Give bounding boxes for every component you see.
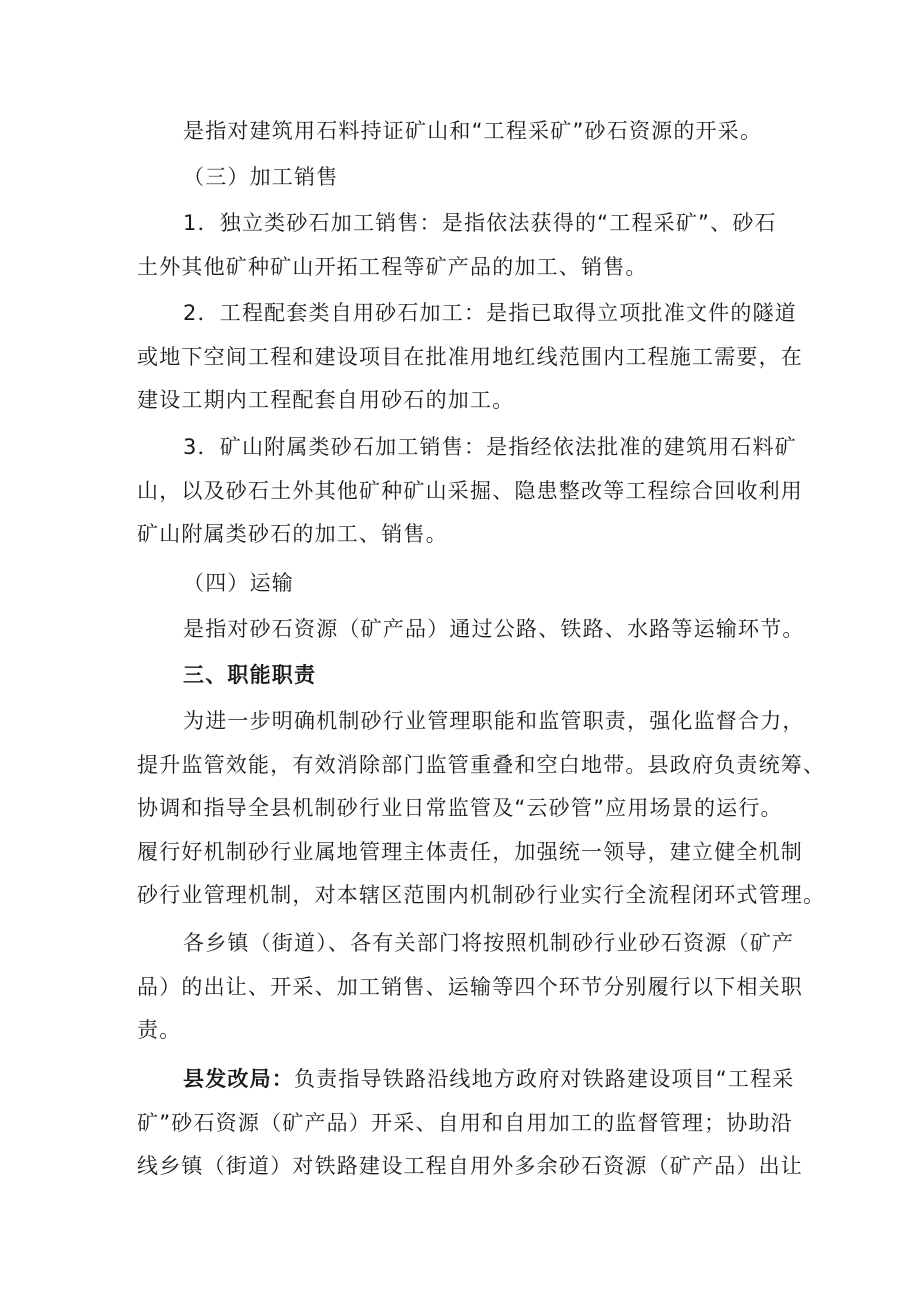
subheading-processing-sales [137, 156, 797, 200]
text-line: 矿山附属类砂石的加工、销售。 [137, 522, 448, 546]
text-line: 各乡镇（街道）、各有关部门将按照机制砂行业砂石资源（矿产 [183, 931, 795, 955]
text-line: 为进一步明确机制砂行业管理职能和监管职责，强化监督合力， [183, 709, 805, 733]
bureau-duty-text: 负责指导铁路沿线地方政府对铁路建设项目“工程采 [294, 1067, 795, 1091]
text-line: （四）运输 [183, 571, 294, 595]
text-line: 履行好机制砂行业属地管理主体责任，加强统一领导，建立健全机制 [137, 839, 803, 864]
text-line: 线乡镇（街道）对铁路建设工程自用外多余砂石资源（矿产品）出让 [137, 1154, 803, 1178]
paragraph-transport-definition [137, 608, 805, 652]
paragraph-project-supporting-processing [137, 292, 803, 423]
text-line: 是指对砂石资源（矿产品）通过公路、铁路、水路等运输环节。 [183, 617, 805, 641]
text-line: 协调和指导全县机制砂行业日常监管及“云砂管”应用场景的运行。 [137, 796, 783, 820]
text-line [137, 1058, 797, 1102]
text-line: 山，以及砂石土外其他矿种矿山采掘、隐患整改等工程综合回收利用 [137, 478, 803, 503]
text-line: 责。 [137, 1018, 182, 1042]
paragraph-development-reform-bureau [137, 1058, 803, 1189]
section-heading-duties [137, 654, 797, 698]
text-line: 3．矿山附属类砂石加工销售：是指经依法批准的建筑用石料矿 [183, 435, 797, 459]
text-line: 2．工程配套类自用砂石加工：是指已取得立项批准文件的隧道 [183, 301, 797, 325]
text-line: 是指对建筑用石料持证矿山和“工程采矿”砂石资源的开采。 [183, 119, 763, 143]
subheading-transport [137, 562, 797, 606]
text-line: 三、职能职责 [183, 663, 317, 687]
text-line: 建设工期内工程配套自用砂石的加工。 [137, 388, 515, 412]
text-line: 土外其他矿种矿山开拓工程等矿产品的加工、销售。 [137, 254, 648, 279]
bureau-name: 县发改局： [183, 1067, 294, 1091]
text-line: 品）的出让、开采、加工销售、运输等四个环节分别履行以下相关职 [137, 974, 803, 999]
paragraph-four-stages [137, 922, 803, 1053]
text-line: 砂行业管理机制，对本辖区范围内机制砂行业实行全流程闭环式管理。 [137, 883, 826, 907]
paragraph-mine-affiliated-processing [137, 426, 803, 557]
text-line: 1．独立类砂石加工销售：是指依法获得的“工程采矿”、砂石 [183, 211, 777, 235]
text-line: （三）加工销售 [183, 165, 339, 189]
text-line: 提升监管效能，有效消除部门监管重叠和空白地带。县政府负责统筹、 [137, 752, 826, 777]
paragraph-duties-overview [137, 700, 826, 918]
text-line: 矿”砂石资源（矿产品）开采、自用和自用加工的监督管理；协助沿 [137, 1110, 793, 1135]
paragraph-independent-processing [137, 202, 797, 289]
text-line: 或地下空间工程和建设项目在批准用地红线范围内工程施工需要，在 [137, 344, 803, 369]
paragraph-mining-definition [137, 110, 797, 154]
